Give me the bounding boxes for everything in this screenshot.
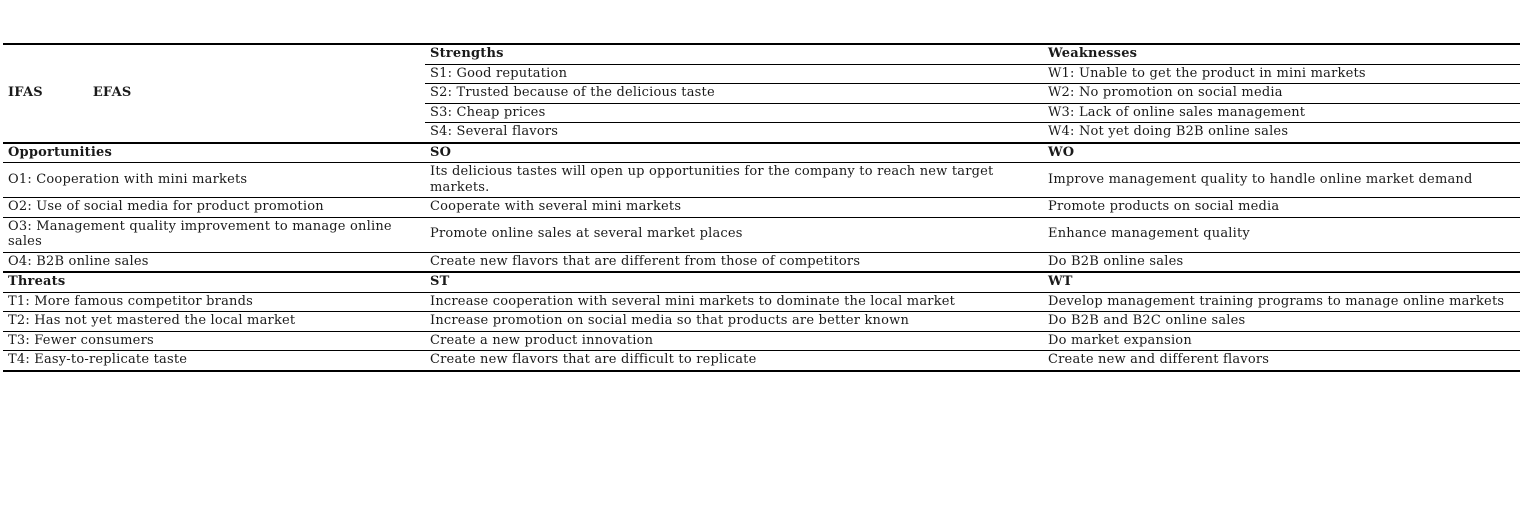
wo-header: WO xyxy=(1043,143,1520,163)
cell-t2: T2: Has not yet mastered the local market xyxy=(3,312,425,332)
cell-o4: O4: B2B online sales xyxy=(8,253,149,269)
cell-so-1: Its delicious tastes will open up opportunities for the company to reach new target markets. xyxy=(425,163,1043,198)
cell-w2: W2: No promotion on social media xyxy=(1043,84,1520,104)
cell-s3: S3: Cheap prices xyxy=(425,103,1043,123)
ifas-label: IFAS xyxy=(8,85,43,100)
cell-wt-2: Do B2B and B2C online sales xyxy=(1043,312,1520,332)
cell-st-1: Increase cooperation with several mini markets to dominate the local market xyxy=(425,292,1043,312)
cell-s4: S4: Several flavors xyxy=(430,124,559,139)
threats-header: Threats xyxy=(3,272,425,292)
cell-o2: O2: Use of social media for product promotion xyxy=(3,198,425,218)
cell-t4: T4: Easy-to-replicate taste xyxy=(3,351,425,371)
cell-t1: T1: More famous competitor brands xyxy=(3,292,425,312)
wt-header: WT xyxy=(1043,272,1520,292)
cell-o1: O1: Cooperation with mini markets xyxy=(3,163,425,198)
cell-wo-4: Do B2B online sales xyxy=(1048,253,1184,269)
cell-so-4: Create new flavors that are different from those of competitors xyxy=(430,253,861,269)
cell-so-3: Promote online sales at several market places xyxy=(425,217,1043,252)
threats-header-row xyxy=(3,272,1520,292)
cell-wt-4: Create new and different flavors xyxy=(1043,351,1520,371)
cell-st-4: Create new flavors that are difficult to replicate xyxy=(425,351,1043,371)
cell-wo-2: Promote products on social media xyxy=(1043,198,1520,218)
corner-labels xyxy=(8,85,417,101)
matrix-header-row xyxy=(3,44,1520,64)
table-row xyxy=(3,292,1520,312)
table-row xyxy=(3,163,1520,198)
cell-w3: W3: Lack of online sales management xyxy=(1043,103,1520,123)
strengths-header: Strengths xyxy=(425,44,1043,64)
cell-so-2: Cooperate with several mini markets xyxy=(425,198,1043,218)
table-row xyxy=(3,217,1520,252)
st-header: ST xyxy=(425,272,1043,292)
cell-o3: O3: Management quality improvement to manage online sales xyxy=(3,217,425,252)
cell-s2: S2: Trusted because of the delicious taste xyxy=(425,84,1043,104)
corner-cell xyxy=(3,44,425,143)
cell-wt-1: Develop management training programs to manage online markets xyxy=(1043,292,1520,312)
weaknesses-header: Weaknesses xyxy=(1043,44,1520,64)
efas-label: EFAS xyxy=(92,85,132,100)
cell-w1: W1: Unable to get the product in mini markets xyxy=(1043,64,1520,84)
swot-matrix-table xyxy=(3,43,1520,372)
table-row xyxy=(3,252,1520,272)
cell-s1: S1: Good reputation xyxy=(425,64,1043,84)
table-row xyxy=(3,198,1520,218)
cell-st-3: Create a new product innovation xyxy=(425,331,1043,351)
cell-t3: T3: Fewer consumers xyxy=(3,331,425,351)
cell-st-2: Increase promotion on social media so that products are better known xyxy=(425,312,1043,332)
table-row xyxy=(3,331,1520,351)
cell-w4: W4: Not yet doing B2B online sales xyxy=(1048,124,1289,139)
table-row xyxy=(3,312,1520,332)
opportunities-header-row xyxy=(3,143,1520,163)
so-header: SO xyxy=(425,143,1043,163)
cell-wo-1: Improve management quality to handle online market demand xyxy=(1043,163,1520,198)
cell-wo-3: Enhance management quality xyxy=(1043,217,1520,252)
cell-wt-3: Do market expansion xyxy=(1043,331,1520,351)
table-row xyxy=(3,351,1520,371)
opportunities-header: Opportunities xyxy=(3,143,425,163)
